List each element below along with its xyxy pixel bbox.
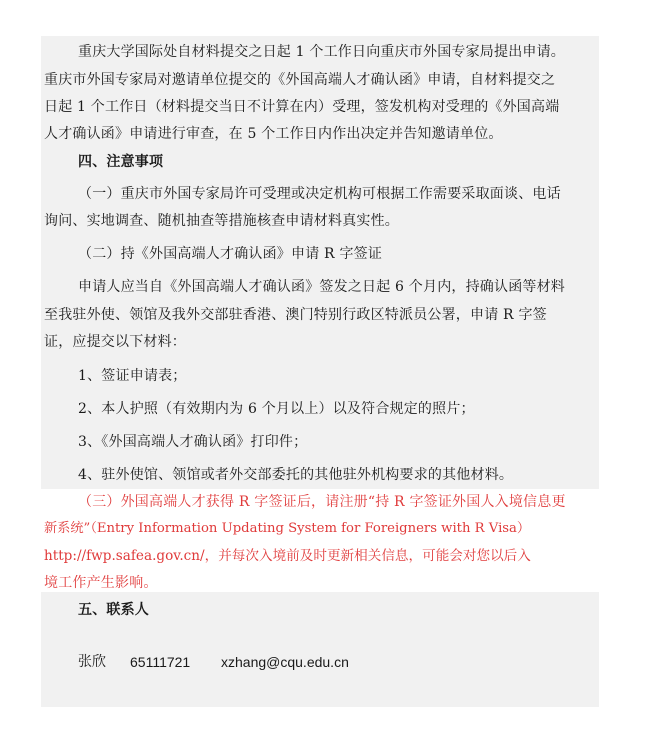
- section4-heading: 四、注意事项: [78, 154, 164, 170]
- material-item-3: 3、《外国高端人才确认函》打印件；: [78, 434, 308, 450]
- material-item-2: 2、本人护照（有效期内为 6 个月以上）以及符合规定的照片；: [78, 401, 475, 417]
- item3-red-line-1: （三）外国高端人才获得 R 字签证后，请注册“持 R 字签证外国人入境信息更: [78, 494, 566, 510]
- item1-line-2: 询问、实地调查、随机抽查等措施核查申请材料真实性。: [44, 213, 399, 229]
- item2-line-3: 证，应提交以下材料：: [44, 334, 186, 350]
- material-item-1: 1、签证申请表；: [78, 368, 187, 384]
- contact-phone: 65111721: [130, 654, 191, 670]
- item1-line-1: （一）重庆市外国专家局许可受理或决定机构可根据工作需要采取面谈、电话: [78, 186, 561, 202]
- para1-line-1: 重庆大学国际处自材料提交之日起 1 个工作日向重庆市外国专家局提出申请。: [78, 44, 566, 60]
- material-item-4: 4、驻外使馆、领馆或者外交部委托的其他驻外机构要求的其他材料。: [78, 467, 514, 483]
- item3-red-link-line[interactable]: http://fwp.safea.gov.cn/，并每次入境前及时更新相关信息，可能会对您以后入: [44, 548, 531, 564]
- para1-line-4: 人才确认函》申请进行审查，在 5 个工作日内作出决定并告知邀请单位。: [44, 126, 503, 142]
- contact-email[interactable]: xzhang@cqu.edu.cn: [221, 654, 349, 670]
- para1-line-3: 日起 1 个工作日（材料提交当日不计算在内）受理，签发机构对受理的《外国高端: [44, 99, 560, 115]
- item3-red-line-4: 境工作产生影响。: [44, 575, 158, 591]
- item2-line-1: 申请人应当自《外国高端人才确认函》签发之日起 6 个月内，持确认函等材料: [78, 279, 566, 295]
- contact-name: 张欣: [78, 654, 106, 670]
- item2-line-2: 至我驻外使、领馆及我外交部驻香港、澳门特别行政区特派员公署，申请 R 字签: [44, 307, 547, 323]
- para1-line-2: 重庆市外国专家局对邀请单位提交的《外国高端人才确认函》申请，自材料提交之: [44, 72, 556, 88]
- item2-heading: （二）持《外国高端人才确认函》申请 R 字签证: [78, 246, 383, 262]
- item3-red-line-2: 新系统”（Entry Information Updating System for Foreigners with R Visa）: [44, 521, 531, 536]
- section5-heading: 五、联系人: [78, 602, 149, 618]
